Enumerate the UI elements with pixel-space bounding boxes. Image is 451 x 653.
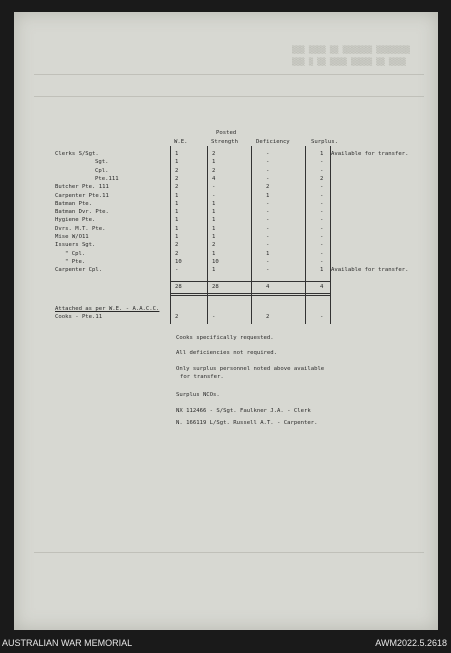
col-header-deficiency: Deficiency: [256, 139, 290, 145]
cell-ws: 1: [175, 159, 179, 166]
total-posted: 28: [212, 284, 219, 290]
cell-def: 1: [266, 250, 270, 257]
cell-posted: 1: [212, 209, 216, 216]
show-through-line: [34, 552, 424, 553]
column-rule: [207, 146, 208, 324]
surplus-ncos-heading: Surplus NCOs.: [176, 392, 220, 398]
cell-def: -: [266, 151, 270, 157]
cell-def: -: [266, 258, 270, 265]
cell-def: -: [266, 159, 270, 166]
cell-note: Available for transfer.: [331, 151, 409, 157]
cell-ws: 2: [175, 175, 179, 182]
cell-posted: -: [212, 192, 216, 199]
cell-ws: 1: [175, 200, 179, 207]
col-header-surplus: Surplus.: [311, 139, 338, 145]
cell-sur: -: [320, 225, 324, 232]
cell-posted: 4: [212, 175, 216, 182]
row-label: Clerks S/Sgt.: [55, 151, 99, 157]
show-through-line: [34, 96, 424, 97]
totals-rule-bottom: [170, 293, 330, 294]
cell-sur: -: [320, 159, 324, 166]
show-through-text: ▒▒▒ ▒ ▒▒ ▒▒▒▒ ▒▒▒▒▒ ▒▒ ▒▒▒▒: [292, 58, 406, 66]
attached-posted: -: [212, 314, 216, 320]
cell-def: -: [266, 175, 270, 182]
cell-ws: 1: [175, 192, 179, 199]
cell-sur: -: [320, 192, 324, 199]
footer-institution: AUSTRALIAN WAR MEMORIAL: [2, 638, 133, 648]
totals-rule-bottom-2: [170, 295, 330, 296]
cell-sur: 2: [320, 175, 324, 182]
cell-sur: -: [320, 217, 324, 224]
cell-ws: 2: [175, 242, 179, 249]
cell-sur: -: [320, 209, 324, 216]
attached-surplus: -: [320, 314, 324, 320]
cell-sur: -: [320, 184, 324, 191]
row-label: Butcher Pte. 111: [55, 184, 109, 191]
cell-note: Available for transfer.: [331, 267, 409, 274]
row-label: " Cpl.: [65, 250, 86, 257]
row-label: Carpenter Pte.11: [55, 192, 109, 199]
cell-posted: 1: [212, 267, 216, 274]
cell-def: 2: [266, 184, 270, 191]
cell-ws: 10: [175, 258, 182, 265]
cell-sur: 1: [320, 151, 324, 157]
col-header-ws: W.E.: [174, 139, 188, 145]
cell-posted: 1: [212, 159, 216, 166]
row-label: Pte.111: [95, 175, 119, 182]
note-cooks: Cooks specifically requested.: [176, 335, 274, 341]
note-deficiencies: All deficiencies not required.: [176, 350, 278, 356]
row-label: Hygiene Pte.: [55, 217, 96, 224]
row-label: Batman Dvr. Pte.: [55, 209, 109, 216]
cell-def: -: [266, 209, 270, 216]
show-through-text: ▒▒▒ ▒▒▒▒ ▒▒ ▒▒▒▒▒▒▒ ▒▒▒▒▒▒▒▒: [292, 46, 411, 54]
cell-posted: 2: [212, 167, 216, 174]
cell-ws: 1: [175, 234, 179, 240]
column-rule: [170, 146, 171, 324]
attached-ws: 2: [175, 314, 179, 320]
col-header-posted: Posted: [216, 130, 237, 136]
cell-ws: 1: [175, 217, 179, 224]
attached-label: Cooks - Pte.11: [55, 314, 103, 320]
cell-sur: 1: [320, 267, 324, 274]
cell-sur: -: [320, 200, 324, 207]
cell-posted: -: [212, 184, 216, 191]
cell-ws: 1: [175, 151, 179, 157]
surplus-nco-entry: NX 112466 - S/Sgt. Faulkner J.A. - Clerk: [176, 408, 311, 414]
document-page: [14, 12, 438, 630]
total-ws: 28: [175, 284, 182, 290]
cell-ws: -: [175, 267, 179, 274]
column-rule: [251, 146, 252, 324]
cell-def: -: [266, 217, 270, 224]
cell-sur: -: [320, 250, 324, 257]
cell-sur: -: [320, 167, 324, 174]
cell-posted: 2: [212, 151, 216, 157]
row-label: Cpl.: [95, 167, 109, 174]
cell-def: -: [266, 167, 270, 174]
cell-ws: 1: [175, 225, 179, 232]
cell-def: 1: [266, 192, 270, 199]
cell-posted: 1: [212, 250, 216, 257]
cell-sur: -: [320, 242, 324, 249]
cell-def: -: [266, 200, 270, 207]
row-label: Carpenter Cpl.: [55, 267, 103, 274]
cell-def: -: [266, 267, 270, 274]
cell-def: -: [266, 234, 270, 240]
cell-posted: 1: [212, 200, 216, 207]
totals-rule-top: [170, 281, 330, 282]
cell-posted: 2: [212, 242, 216, 249]
column-rule: [305, 146, 306, 324]
cell-def: -: [266, 225, 270, 232]
attached-deficiency: 2: [266, 314, 270, 320]
cell-ws: 2: [175, 250, 179, 257]
row-label: " Pte.: [65, 258, 86, 265]
surplus-nco-entry: N. 166119 L/Sgt. Russell A.T. - Carpenter.: [176, 420, 318, 426]
cell-posted: 1: [212, 234, 216, 240]
cell-ws: 2: [175, 167, 179, 174]
row-label: Sgt.: [95, 159, 109, 166]
show-through-line: [34, 74, 424, 75]
total-surplus: 4: [320, 284, 324, 290]
cell-sur: -: [320, 234, 324, 240]
cell-ws: 1: [175, 209, 179, 216]
cell-def: -: [266, 242, 270, 249]
attached-heading: Attached as per W.E. - A.A.C.C.: [55, 306, 160, 312]
cell-posted: 1: [212, 225, 216, 232]
column-rule: [330, 146, 331, 324]
cell-sur: -: [320, 258, 324, 265]
cell-ws: 2: [175, 184, 179, 191]
row-label: Issuers Sgt.: [55, 242, 96, 249]
row-label: Mise W/O11: [55, 234, 89, 240]
footer-reference: AWM2022.5.2618: [375, 638, 447, 648]
note-surplus-1: Only surplus personnel noted above available: [176, 366, 325, 372]
row-label: Dvrs. M.T. Pte.: [55, 225, 106, 232]
row-label: Batman Pte.: [55, 200, 93, 207]
note-surplus-2: for transfer.: [180, 374, 224, 380]
cell-posted: 10: [212, 258, 219, 265]
total-deficiency: 4: [266, 284, 270, 290]
col-header-strength: Strength: [211, 139, 238, 145]
cell-posted: 1: [212, 217, 216, 224]
